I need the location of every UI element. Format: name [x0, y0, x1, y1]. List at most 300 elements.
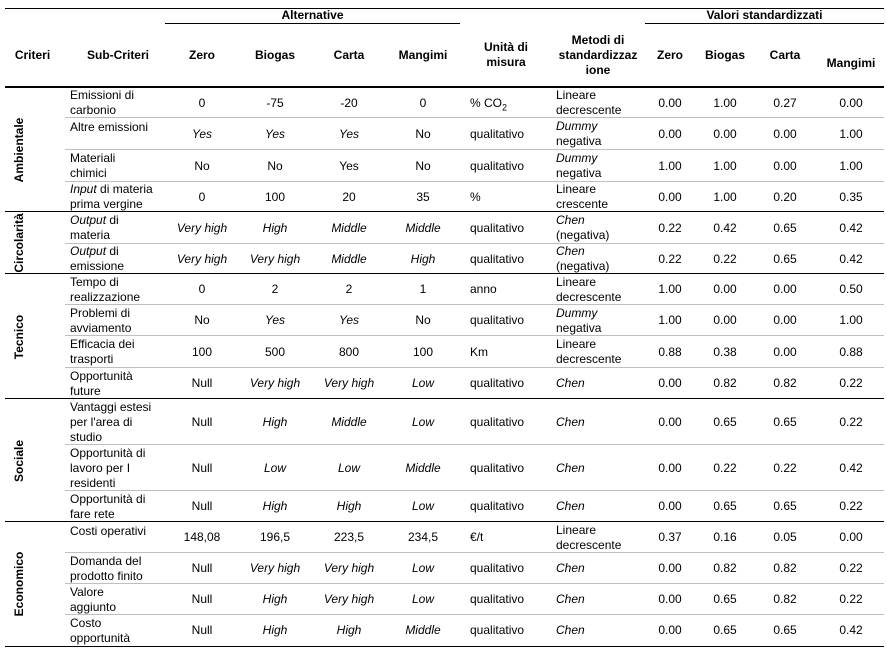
standardized-value-text: 0.22 [773, 461, 797, 475]
row-divider [65, 552, 884, 553]
subcriterion-text: chimici [70, 166, 107, 180]
standardized-value [760, 190, 810, 205]
standardized-value [760, 530, 810, 545]
alternative-value [319, 221, 379, 236]
standardized-value [821, 96, 881, 111]
method-text: Lineare [556, 337, 597, 351]
alternative-value-text: High [410, 252, 436, 266]
standardized-value-text: 0.82 [713, 376, 737, 390]
standardized-value [760, 592, 810, 607]
standardized-value-text: 0.20 [773, 190, 797, 204]
standardized-value [645, 415, 695, 430]
method-text: decrescente [556, 538, 622, 552]
standardized-value-text: 0.82 [713, 561, 737, 575]
subcriterion-text: Altre emissioni [70, 120, 149, 134]
alternative-value [245, 499, 305, 514]
alternative-value-text: Low [411, 376, 434, 390]
standardized-value-text: 0.00 [773, 345, 797, 359]
subcriterion-label [70, 228, 110, 243]
standardized-value [645, 252, 695, 267]
unit-cell [470, 252, 524, 267]
subcriterion-label [70, 352, 113, 367]
alternative-value [245, 415, 305, 430]
unit-text: qualitativo [470, 127, 525, 141]
alternative-value-text: No [194, 313, 210, 327]
unit-text: qualitativo [470, 499, 525, 513]
alternative-value-text: 35 [416, 190, 430, 204]
standardized-value-text: 0.00 [658, 190, 682, 204]
subcriterion-label [70, 400, 151, 415]
subcriterion-text: per l'area di [70, 415, 133, 429]
alternative-value [393, 345, 453, 360]
method-label [556, 166, 601, 181]
row-divider [65, 181, 884, 182]
subcriteri-header: Sub-Criteri [86, 48, 149, 62]
criterion-group-label: Sociale [12, 439, 26, 482]
alternative-value-text: 0 [198, 96, 206, 110]
subcriterion-label [70, 507, 115, 522]
alternative-value-text: Very high [323, 376, 375, 390]
method-text: Chen [556, 499, 585, 513]
subcriterion-text: di [106, 213, 119, 227]
standardized-value [821, 592, 881, 607]
standardized-value-text: 0.65 [713, 623, 737, 637]
alternative-value [172, 530, 232, 545]
standardized-value-text: 0.42 [839, 461, 863, 475]
method-label [556, 321, 601, 336]
unit-text: % [470, 190, 481, 204]
subcriterion-label [70, 616, 101, 631]
standardized-value-text: 0.42 [839, 252, 863, 266]
alternative-value-text: Yes [191, 127, 212, 141]
alternative-value-text: High [262, 221, 288, 235]
subcriterion-text: lavoro per I [70, 461, 131, 475]
unit-text: qualitativo [470, 221, 525, 235]
subcriterion-label [70, 524, 146, 539]
alternative-value [172, 252, 232, 267]
method-text: (negativa) [556, 259, 610, 273]
alternative-value [172, 282, 232, 297]
method-label [556, 103, 621, 118]
standardized-value-text: 0.82 [773, 592, 797, 606]
method-label [556, 376, 585, 391]
alternative-value-text: Very high [249, 252, 301, 266]
method-text: negativa [556, 321, 602, 335]
subcriterion-label [70, 275, 119, 290]
subcriterion-text: fare rete [70, 507, 115, 521]
alternative-value-text: Low [337, 461, 360, 475]
alternative-value [245, 623, 305, 638]
alternative-underline [165, 23, 460, 24]
subcriterion-text: avviamento [70, 321, 132, 335]
method-text: Dummy [556, 306, 598, 320]
standardized-value [760, 561, 810, 576]
standardized-value-text: 1.00 [658, 159, 682, 173]
subcriterion-text: prima vergine [70, 197, 143, 211]
method-text: (negativa) [556, 228, 610, 242]
standardized-value-text: 0.22 [658, 221, 682, 235]
unit-cell [470, 345, 488, 360]
unit-text: % CO [470, 96, 503, 110]
alternative-value [319, 561, 379, 576]
method-text: negativa [556, 134, 602, 148]
row-divider [65, 367, 884, 368]
alternative-value-text: 2 [345, 282, 353, 296]
standardized-value-text: 0.27 [773, 96, 797, 110]
alternative-value-text: Null [191, 376, 213, 390]
subcriterion-label [70, 306, 130, 321]
standardized-value [645, 623, 695, 638]
standardized-value [821, 376, 881, 391]
standardized-value-text: 1.00 [658, 282, 682, 296]
alt-header-zero: Zero [188, 48, 215, 62]
subcriterion-text: Opportunità di [70, 446, 146, 460]
group-divider [5, 273, 884, 274]
standardized-value-text: 0.42 [839, 221, 863, 235]
standardized-value-text: 0.22 [839, 592, 863, 606]
subcriterion-label [70, 290, 140, 305]
alternative-value-text: Middle [405, 461, 441, 475]
subcriterion-label [70, 446, 145, 461]
standardized-value [760, 376, 810, 391]
alternative-value [393, 592, 453, 607]
standardized-value-text: 0.22 [839, 376, 863, 390]
method-text: decrescente [556, 103, 622, 117]
subcriterion-label [70, 631, 130, 646]
standardized-value [645, 221, 695, 236]
alternative-value-text: Very high [323, 561, 375, 575]
alternative-value-text: High [262, 415, 288, 429]
subcriterion-text: Input [70, 182, 97, 196]
standardized-value-text: 0.65 [773, 499, 797, 513]
unit-text: qualitativo [470, 159, 525, 173]
alternative-value [172, 127, 232, 142]
alternative-value-text: Null [191, 461, 213, 475]
method-text: negativa [556, 166, 602, 180]
row-divider [65, 490, 884, 491]
subcriterion-label [70, 321, 131, 336]
standardized-value [821, 461, 881, 476]
standardized-value [700, 376, 750, 391]
alternative-value-text: No [415, 313, 431, 327]
standardized-value [645, 530, 695, 545]
subcriterion-label [70, 337, 134, 352]
standardized-value-text: 0.00 [773, 127, 797, 141]
standardized-value [700, 592, 750, 607]
alternative-value [245, 159, 305, 174]
method-label [556, 499, 585, 514]
alternative-value [319, 623, 379, 638]
standardized-value-text: 0.00 [658, 592, 682, 606]
alternative-value [172, 190, 232, 205]
subcriterion-label [70, 554, 141, 569]
std-header-carta: Carta [769, 48, 801, 62]
method-label [556, 151, 597, 166]
standardized-value [645, 376, 695, 391]
standardized-value [700, 499, 750, 514]
method-label [556, 538, 621, 553]
method-text: Chen [556, 461, 585, 475]
alternative-value-text: 2 [271, 282, 279, 296]
row-divider [65, 614, 884, 615]
alternative-value [393, 221, 453, 236]
standardized-value [700, 313, 750, 328]
standardized-value [821, 190, 881, 205]
subcriterion-label [70, 259, 124, 274]
standardized-value-text: 0.65 [773, 221, 797, 235]
method-label [556, 352, 621, 367]
method-label [556, 623, 585, 638]
alternative-value [245, 282, 305, 297]
alternative-value-text: No [194, 159, 210, 173]
alternative-value-text: Middle [405, 221, 441, 235]
method-label [556, 523, 596, 538]
unit-cell [470, 623, 524, 638]
standardized-value [821, 530, 881, 545]
row-divider [65, 117, 884, 118]
standardized-value [700, 190, 750, 205]
method-label [556, 213, 585, 228]
header-bottom-rule [5, 86, 884, 88]
standardized-value-text: 0.82 [773, 561, 797, 575]
method-label [556, 461, 585, 476]
standardized-value [700, 159, 750, 174]
standardized-value [821, 345, 881, 360]
subcriterion-label [70, 384, 101, 399]
subcriterion-text: opportunità [70, 631, 131, 645]
alternative-value [393, 499, 453, 514]
standardized-value [700, 282, 750, 297]
subcriterion-label [70, 569, 143, 584]
alternative-value [393, 623, 453, 638]
alternative-header: Alternative [281, 8, 344, 22]
method-text: Chen [556, 592, 585, 606]
method-text: Dummy [556, 119, 598, 133]
method-label [556, 561, 585, 576]
subcriterion-label [70, 120, 148, 135]
alternative-value [245, 345, 305, 360]
method-text: Chen [556, 561, 585, 575]
subcriterion-text: Tempo di [70, 275, 119, 289]
standardized-value-text: 0.00 [658, 623, 682, 637]
standardized-value [760, 345, 810, 360]
standardized-value-text: 0.00 [658, 376, 682, 390]
alternative-value-text: High [336, 623, 362, 637]
standardized-value-text: 0.00 [713, 127, 737, 141]
alternative-value [319, 313, 379, 328]
alternative-value-text: High [336, 499, 362, 513]
unit-cell [470, 461, 524, 476]
alternative-value [245, 190, 305, 205]
alternative-value-text: Middle [331, 415, 367, 429]
standardized-value-text: 1.00 [839, 159, 863, 173]
standardized-value [700, 461, 750, 476]
valori-underline [645, 23, 884, 24]
standardized-value-text: 1.00 [658, 313, 682, 327]
alternative-value [172, 313, 232, 328]
unit-text: qualitativo [470, 561, 525, 575]
standardized-value-text: 1.00 [713, 96, 737, 110]
subcriterion-text: emissione [70, 259, 125, 273]
alternative-value-text: No [415, 127, 431, 141]
alternative-value-text: Very high [176, 221, 228, 235]
unit-subscript: 2 [502, 102, 508, 113]
subcriterion-text: aggiunto [70, 600, 117, 614]
subcriterion-label [70, 430, 102, 445]
alternative-value [393, 376, 453, 391]
criterion-group-label: Economico [12, 551, 26, 617]
subcriterion-label [70, 151, 115, 166]
method-text: Chen [556, 415, 585, 429]
standardized-value-text: 0.50 [839, 282, 863, 296]
standardized-value [700, 415, 750, 430]
alternative-value-text: High [262, 623, 288, 637]
standardized-value-text: 0.42 [713, 221, 737, 235]
unit-cell [470, 592, 524, 607]
unit-text: qualitativo [470, 461, 525, 475]
alternative-value [172, 623, 232, 638]
standardized-value-text: 0.65 [713, 592, 737, 606]
alternative-value [393, 190, 453, 205]
standardized-value-text: 0.22 [839, 499, 863, 513]
alternative-value [245, 221, 305, 236]
alternative-value-text: 500 [264, 345, 286, 359]
alternative-value [172, 376, 232, 391]
alternative-value [172, 499, 232, 514]
standardized-value-text: 0.22 [713, 461, 737, 475]
standardized-value-text: 0.00 [773, 313, 797, 327]
standardized-value-text: 0.05 [773, 530, 797, 544]
standardized-value-text: 0.22 [658, 252, 682, 266]
alternative-value-text: Low [411, 561, 434, 575]
unit-text: qualitativo [470, 313, 525, 327]
alternative-value [319, 415, 379, 430]
alternative-value [393, 127, 453, 142]
subcriterion-text: residenti [70, 476, 116, 490]
standardized-value [821, 221, 881, 236]
alternative-value [393, 530, 453, 545]
standardized-value [760, 127, 810, 142]
alternative-value-text: -75 [266, 96, 284, 110]
method-text: Dummy [556, 151, 598, 165]
alternative-value [393, 461, 453, 476]
standardized-value-text: 0.00 [658, 499, 682, 513]
standardized-value [821, 282, 881, 297]
standardized-value [645, 345, 695, 360]
criterion-group-label: Ambientale [12, 117, 26, 183]
subcriterion-text: Opportunità [70, 369, 133, 383]
method-label [556, 197, 608, 212]
standardized-value-text: 1.00 [713, 190, 737, 204]
subcriterion-text: Problemi di [70, 306, 131, 320]
alternative-value-text: Very high [249, 561, 301, 575]
subcriterion-text: Costi operativi [70, 524, 147, 538]
standardized-value [700, 252, 750, 267]
unit-text: qualitativo [470, 415, 525, 429]
alternative-value [172, 561, 232, 576]
alternative-value [245, 96, 305, 111]
unit-cell [470, 282, 497, 297]
alternative-value-text: High [262, 592, 288, 606]
standardized-value [821, 623, 881, 638]
standardized-value [760, 415, 810, 430]
method-label [556, 306, 597, 321]
alternative-value [319, 461, 379, 476]
subcriterion-text: Efficacia dei [70, 337, 135, 351]
alternative-value-text: 223,5 [333, 530, 365, 544]
alternative-value [172, 221, 232, 236]
subcriterion-label [70, 476, 115, 491]
standardized-value-text: 0.00 [713, 313, 737, 327]
standardized-value [645, 96, 695, 111]
alternative-value-text: Low [263, 461, 286, 475]
criterion-group-label: Tecnico [12, 314, 26, 359]
row-divider [65, 243, 884, 244]
std-header-biogas: Biogas [704, 48, 745, 62]
method-text: Lineare [556, 523, 597, 537]
alternative-value [393, 159, 453, 174]
standardized-value-text: 0.00 [839, 96, 863, 110]
subcriterion-text: prodotto finito [70, 569, 143, 583]
subcriterion-text: Domanda del [70, 554, 142, 568]
method-label [556, 244, 585, 259]
standardized-value-text: 0.88 [658, 345, 682, 359]
alternative-value-text: 0 [198, 282, 206, 296]
alternative-value-text: Middle [331, 252, 367, 266]
standardized-value [700, 530, 750, 545]
standardized-value-text: 0.22 [713, 252, 737, 266]
standardized-value [821, 252, 881, 267]
standardized-value-text: 0.00 [658, 127, 682, 141]
standardized-value-text: 0.22 [839, 415, 863, 429]
method-text: Chen [556, 213, 585, 227]
alternative-value-text: Yes [264, 127, 285, 141]
method-text: crescente [556, 197, 609, 211]
alternative-value [319, 190, 379, 205]
alternative-value-text: Yes [264, 313, 285, 327]
standardized-value-text: 0.88 [839, 345, 863, 359]
method-text: decrescente [556, 290, 622, 304]
alternative-value [245, 313, 305, 328]
alternative-value-text: Middle [405, 623, 441, 637]
unit-cell [470, 96, 507, 111]
alternative-value [172, 461, 232, 476]
unit-cell [470, 159, 524, 174]
subcriterion-text: di [106, 244, 119, 258]
standardized-value [760, 282, 810, 297]
standardized-value [821, 415, 881, 430]
alternative-value-text: 234,5 [407, 530, 439, 544]
method-text: Lineare [556, 182, 597, 196]
alternative-value-text: Yes [338, 313, 359, 327]
alternative-value-text: 20 [342, 190, 356, 204]
alternative-value-text: Null [191, 623, 213, 637]
criteri-header: Criteri [14, 48, 51, 62]
standardized-value [760, 623, 810, 638]
unita-header-line-2: misura [486, 55, 526, 69]
method-text: Chen [556, 244, 585, 258]
alternative-value [245, 376, 305, 391]
unit-cell [470, 499, 524, 514]
alternative-value [319, 96, 379, 111]
subcriterion-text: materia [70, 228, 111, 242]
standardized-value [760, 313, 810, 328]
standardized-value-text: 0.65 [773, 415, 797, 429]
unit-cell [470, 561, 524, 576]
alternative-value-text: Very high [249, 376, 301, 390]
standardized-value [645, 592, 695, 607]
unit-text: qualitativo [470, 592, 525, 606]
